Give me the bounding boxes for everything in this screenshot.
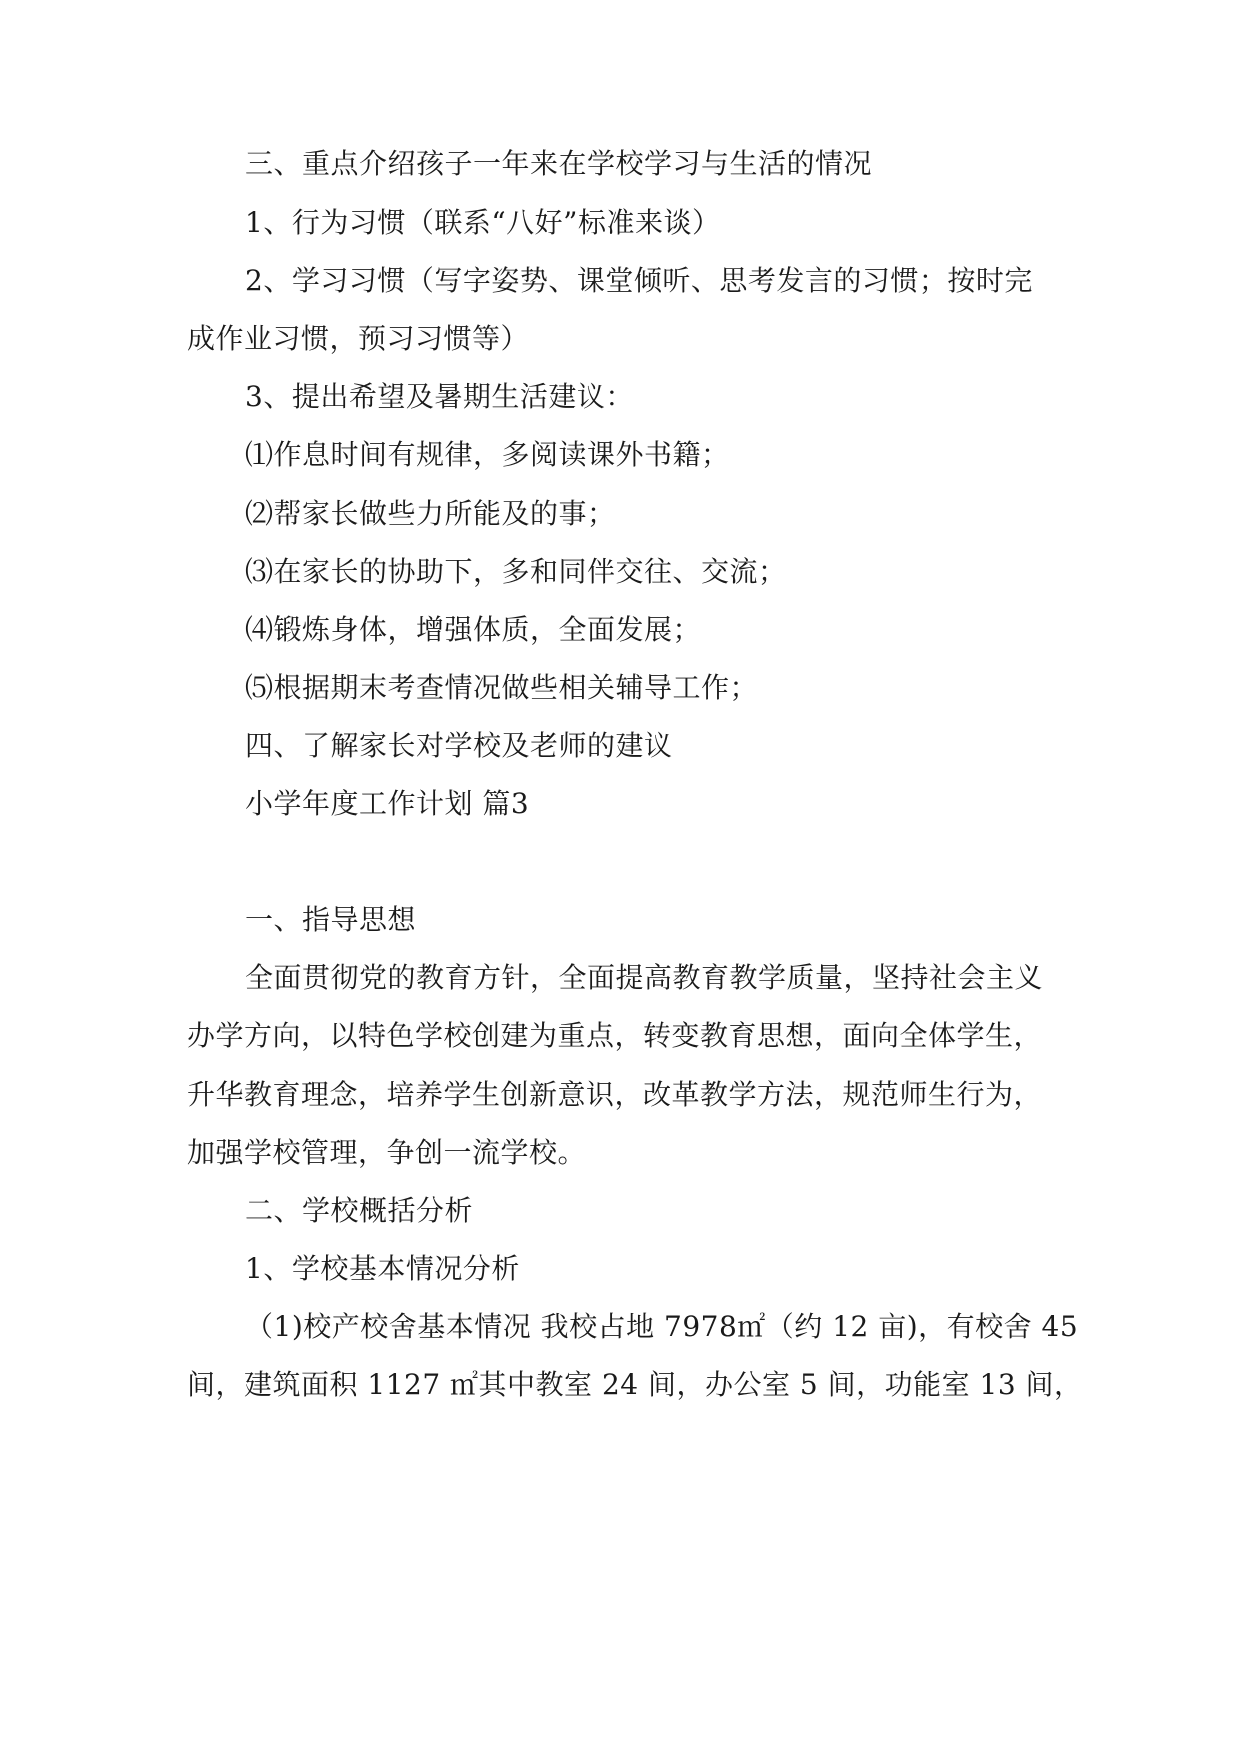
plan-title: 小学年度工作计划 篇3: [245, 787, 530, 820]
sub-item-3: ⑶在家长的协助下，多和同伴交往、交流；: [245, 555, 787, 588]
list-item-study-habits-cont: 成作业习惯，预习习惯等）: [187, 322, 530, 355]
paragraph-campus-line-1: （1)校产校舍基本情况 我校占地 7978㎡（约 12 亩)，有校舍 45: [245, 1310, 1079, 1343]
list-item-study-habits: 2、学习习惯（写字姿势、课堂倾听、思考发言的习惯；按时完: [245, 264, 1033, 297]
section-heading-4: 四、了解家长对学校及老师的建议: [245, 729, 673, 762]
sub-item-1: ⑴作息时间有规律，多阅读课外书籍；: [245, 438, 730, 471]
paragraph-line-4: 加强学校管理，争创一流学校。: [187, 1136, 587, 1169]
sub-item-2: ⑵帮家长做些力所能及的事；: [245, 497, 616, 530]
sub-item-4: ⑷锻炼身体，增强体质，全面发展；: [245, 613, 702, 646]
section-heading-school-analysis: 二、学校概括分析: [245, 1194, 474, 1227]
list-item-behavior-habits: 1、行为习惯（联系“八好”标准来谈）: [245, 206, 721, 239]
list-item-basic-situation: 1、学校基本情况分析: [245, 1252, 520, 1285]
sub-item-5: ⑸根据期末考查情况做些相关辅导工作；: [245, 671, 759, 704]
paragraph-line-1: 全面贯彻党的教育方针，全面提高教育教学质量，坚持社会主义: [245, 961, 1044, 994]
paragraph-campus-line-2: 间，建筑面积 1127 ㎡其中教室 24 间，办公室 5 间，功能室 13 间，: [187, 1368, 1083, 1401]
paragraph-line-2: 办学方向，以特色学校创建为重点，转变教育思想，面向全体学生，: [187, 1019, 1043, 1052]
section-heading-guiding-thought: 一、指导思想: [245, 903, 417, 936]
paragraph-line-3: 升华教育理念，培养学生创新意识，改革教学方法，规范师生行为，: [187, 1078, 1043, 1111]
section-heading-3: 三、重点介绍孩子一年来在学校学习与生活的情况: [245, 147, 873, 180]
list-item-suggestions: 3、提出希望及暑期生活建议：: [245, 380, 634, 413]
